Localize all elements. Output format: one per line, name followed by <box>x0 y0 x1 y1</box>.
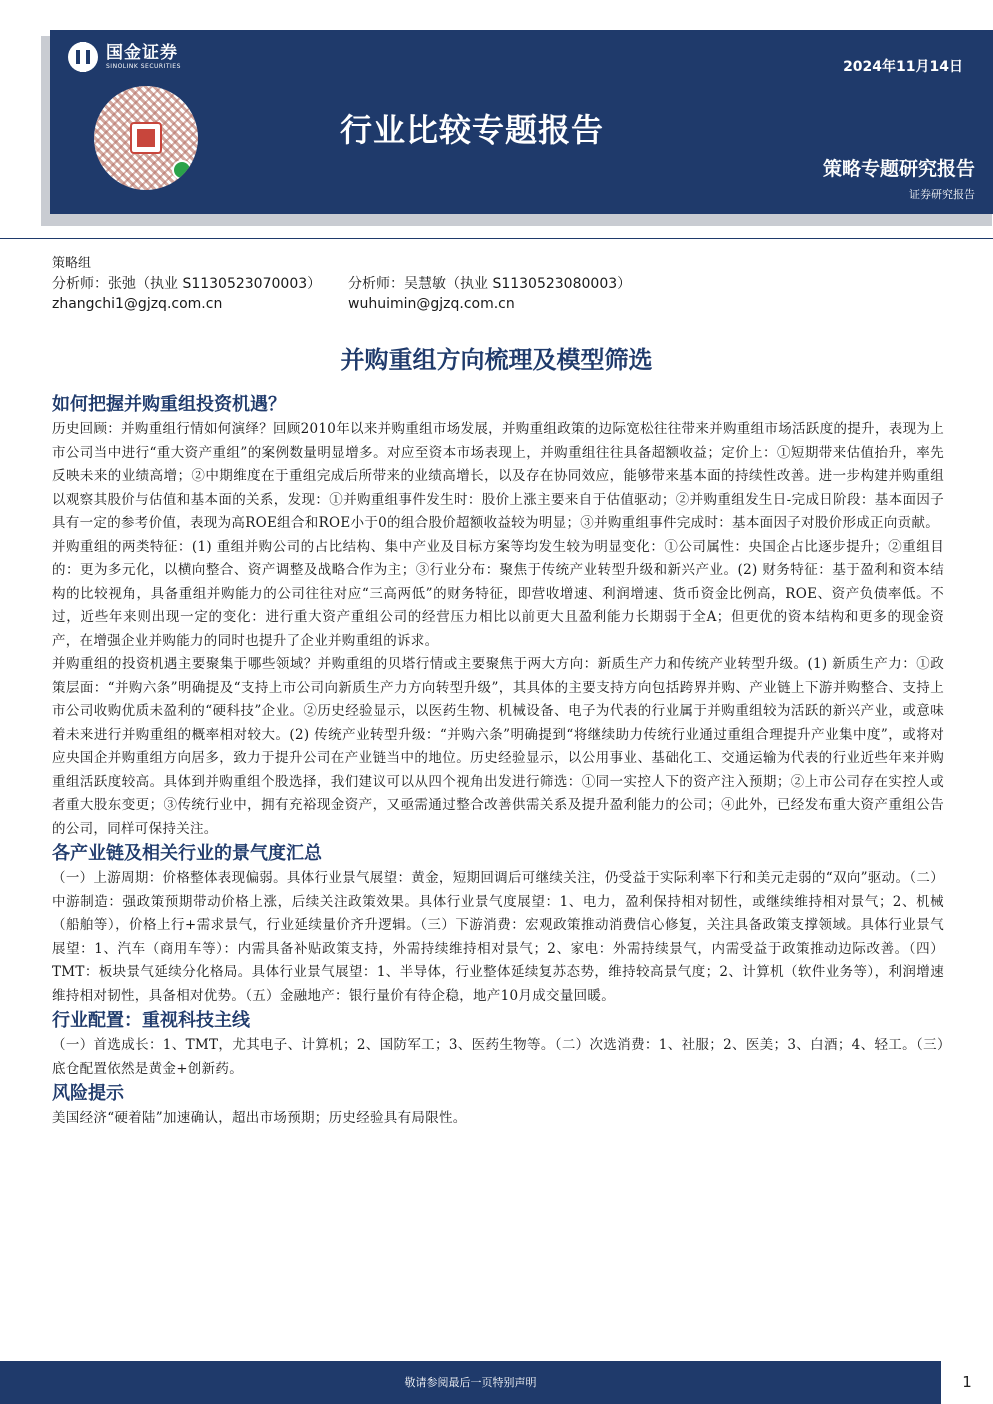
logo-mark-icon <box>68 42 98 72</box>
section-heading: 行业配置：重视科技主线 <box>52 1010 250 1031</box>
report-body <box>52 392 944 1131</box>
page-number: 1 <box>962 1373 972 1391</box>
report-subtype: 证券研究报告 <box>909 188 975 201</box>
report-type: 策略专题研究报告 <box>822 158 975 180</box>
qr-center-logo <box>130 122 162 154</box>
footer-disclaimer[interactable]: 敬请参阅最后一页特别声明 <box>0 1361 941 1404</box>
paragraph: 美国经济“硬着陆”加速确认，超出市场预期；历史经验具有局限性。 <box>52 1110 467 1126</box>
paragraph: （一）首选成长：1、TMT，尤其电子、计算机；2、国防军工；3、医药生物等。（二）次选消费：1、社服；2、医美；3、白酒；4、轻工。（三）底仓配置依然是黄金+创新药。 <box>52 1037 944 1077</box>
paragraph: 历史回顾：并购重组行情如何演绎？回顾2010年以来并购重组市场发展，并购重组政策的边际宽松往往带来并购重组市场活跃度的提升，表现为上市公司当中进行“重大资产重组”的案例数量明显增多。对应至资本市场表现上，并购重组往往具备超额收益；定价上：①短期带来估值抬升，率先反映未来的业绩高增；②中期维度在于重组完成后所带来的业绩高增长，以及存在协同效应，能够带来基本面的持续性改善。进一步构建并购重组以观察其股价与估值和基本面的关系，发现：①并购重组事件发生时：股价上涨主要来自于估值驱动；②并购重组发生日-完成日阶段：基本面因子具有一定的参考价值，表现为高ROE组合和ROE小于0的组合股价超额收益较为明显；③并购重组事件完成时：基本面因子对股价形成正向贡献。 <box>52 421 944 531</box>
document-title: 并购重组方向梳理及模型筛选 <box>340 346 653 374</box>
report-date: 2024年11月14日 <box>843 59 963 75</box>
analyst-name: 分析师：张弛（执业 S1130523070003） <box>52 276 322 292</box>
logo-cn-text: 国金证券 <box>106 42 178 63</box>
analyst-2 <box>348 274 631 314</box>
analyst-1 <box>52 274 321 314</box>
section-heading: 各产业链及相关行业的景气度汇总 <box>52 843 322 864</box>
header-divider <box>0 238 993 239</box>
wechat-badge-icon <box>172 160 192 180</box>
logo-en-text: SINOLINK SECURITIES <box>106 62 181 70</box>
paragraph: （一）上游周期：价格整体表现偏弱。具体行业景气展望：黄金，短期回调后可继续关注，仍受益于实际利率下行和美元走弱的“双向”驱动。（二）中游制造：强政策预期带动价格上涨，后续关注政策效果。具体行业景气度展望：1、电力，盈利保持相对韧性，或继续维持相对景气；2、机械（船舶等），价格上行+需求景气，行业延续量价齐升逻辑。（三）下游消费：宏观政策推动消费信心修复，关注具备政策支撑领域。具体行业景气展望：1、汽车（商用车等）：内需具备补贴政策支持，外需持续维持相对景气；2、家电：外需持续景气，内需受益于政策推动边际改善。（四）TMT：板块景气延续分化格局。具体行业景气展望：1、半导体，行业整体延续复苏态势，维持较高景气度；2、计算机（软件业务等），利润增速维持相对韧性，具备相对优势。（五）金融地产：银行量价有待企稳，地产10月成交量回暖。 <box>52 870 944 1004</box>
section-heading: 如何把握并购重组投资机遇？ <box>52 394 286 415</box>
report-header <box>50 30 993 214</box>
analyst-name: 分析师：吴慧敏（执业 S1130523080003） <box>348 276 632 292</box>
section-heading: 风险提示 <box>52 1083 124 1104</box>
paragraph: 并购重组的两类特征：(1) 重组并购公司的占比结构、集中产业及目标方案等均发生较为明显变化：①公司属性：央国企占比逐步提升；②重组目的：更为多元化，以横向整合、资产调整及战略合作为主；③行业分布：聚焦于传统产业转型升级和新兴产业。(2) 财务特征：基于盈利和资本结构的比较视角，具备重组并购能力的公司往往对应“三高两低”的财务特征，即营收增速、利润增速、货币资金比例高，ROE、资产负债率低。不过，近些年来则出现一定的变化：进行重大资产重组公司的经营压力相比以前更大且盈利能力长期弱于全A；但更优的资本结构和更多的现金资产，在增强企业并购能力的同时也提升了企业并购重组的诉求。 <box>52 538 944 649</box>
analyst-email[interactable]: wuhuimin@gjzq.com.cn <box>348 296 515 312</box>
qr-code-icon <box>94 86 198 190</box>
report-main-title: 行业比较专题报告 <box>340 111 605 149</box>
team-label: 策略组 <box>52 256 92 271</box>
company-logo <box>68 42 181 72</box>
analyst-email[interactable]: zhangchi1@gjzq.com.cn <box>52 296 223 312</box>
paragraph: 并购重组的投资机遇主要聚集于哪些领域？并购重组的贝塔行情或主要聚焦于两大方向：新质生产力和传统产业转型升级。(1) 新质生产力：①政策层面：“并购六条”明确提及“支持上市公司向新质生产力方向转型升级”，其具体的主要支持方向包括跨界并购、产业链上下游并购整合、支持上市公司收购优质未盈利的“硬科技”企业。②历史经验显示，以医药生物、机械设备、电子为代表的行业属于并购重组较为活跃的新兴产业，或意味着未来进行并购重组的概率相对较大。(2) 传统产业转型升级：“并购六条”明确提到“将继续助力传统行业通过重组合理提升产业集中度”，或将对应央国企并购重组方向居多，致力于提升公司在产业链当中的地位。历史经验显示，以公用事业、基础化工、交通运输为代表的行业近些年来并购重组活跃度较高。具体到并购重组个股选择，我们建议可以从四个视角出发进行筛选：①同一实控人下的资产注入预期；②上市公司存在实控人或者重大股东变更；③传统行业中，拥有充裕现金资产，又亟需通过整合改善供需关系及提升盈利能力的公司；④此外，已经发布重大资产重组公告的公司，同样可保持关注。 <box>52 656 944 837</box>
